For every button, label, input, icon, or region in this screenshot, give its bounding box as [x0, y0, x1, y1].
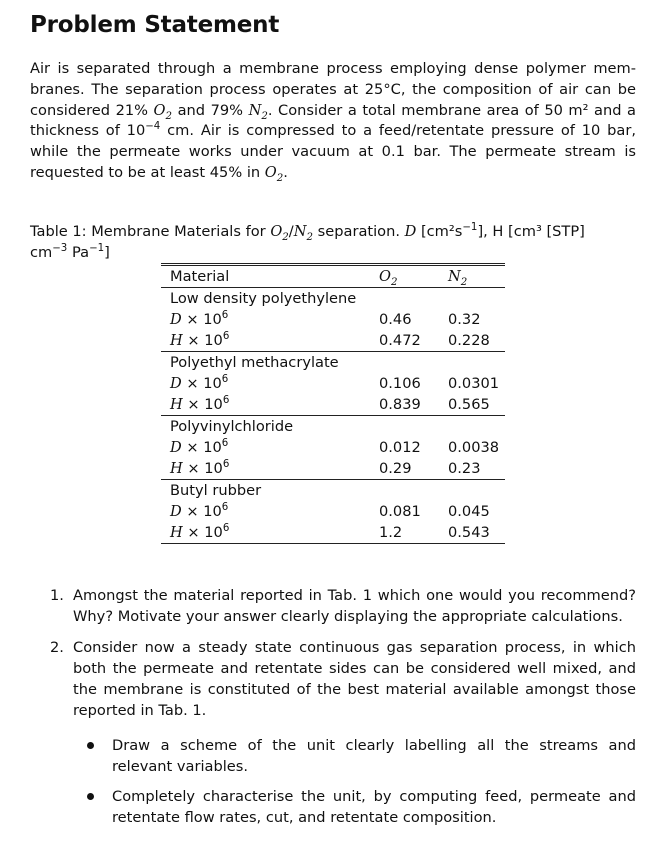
n2-value: 0.0301: [448, 375, 500, 392]
n2-value: 0.045: [448, 503, 490, 520]
questions-list: [50, 585, 636, 838]
d-symbol: D: [404, 223, 417, 240]
para-line: Air is separated through a membrane process employing dense polymer mem-: [30, 60, 636, 77]
solubility-row: [161, 394, 505, 416]
sub-task-item: [73, 786, 636, 828]
header-material: Material: [161, 265, 370, 288]
diffusivity-row: [161, 437, 505, 458]
para-text: and 79%: [172, 101, 249, 119]
sub-tasks: [73, 735, 636, 828]
question-number: 2.: [50, 639, 64, 656]
o2-value: 0.46: [379, 311, 412, 328]
o2-value: 0.012: [379, 439, 421, 456]
para-text: requested to be at least 45% in: [30, 163, 265, 181]
o2-value: 0.081: [379, 503, 421, 520]
n2-value: 0.543: [439, 522, 505, 544]
solubility-row: [161, 458, 505, 480]
o2-value: 0.472: [379, 332, 421, 349]
caption-text: Pa: [67, 243, 90, 261]
question-1: [50, 585, 636, 627]
material-group-row: [161, 416, 505, 438]
material-name: Low density polyethylene: [170, 290, 357, 307]
question-text: Consider now a steady state continuous gas separation process, in which both the permeate and retentate sides can be considered well mixed, and the membrane is constituted of the best material available amongst those reported in Tab. 1.: [73, 639, 636, 719]
property-label: $D \times 10^6$: [170, 502, 229, 520]
o2-value: 0.106: [379, 375, 421, 392]
question-text: Amongst the material reported in Tab. 1 which one would you recommend? Why? Motivate your answer clearly displaying the appropriate calculations.: [73, 587, 636, 625]
n2-value: 0.228: [448, 332, 490, 349]
diffusivity-row: [161, 373, 505, 394]
para-line: branes. The separation process operates at 25°C, the composition of air can be: [30, 80, 636, 98]
sub-task-item: [73, 735, 636, 777]
property-label: $H \times 10^6$: [161, 522, 370, 544]
n2-value: 0.565: [448, 396, 490, 413]
property-label: $D \times 10^6$: [170, 374, 229, 392]
property-label: $H \times 10^6$: [170, 331, 230, 349]
caption-text: ], H [cm³ [STP]: [477, 223, 585, 240]
o2-symbol: $O_2$: [264, 163, 284, 184]
header-o2: $O_2$: [370, 265, 439, 288]
section-title: Problem Statement: [30, 12, 280, 38]
diffusivity-row: [161, 309, 505, 330]
para-line: bar, while the permeate works under vacuum at 0.1 bar. The permeate stream is: [30, 122, 636, 161]
exponent: −3: [52, 242, 68, 254]
property-label: $H \times 10^6$: [170, 459, 230, 477]
o2-symbol: $O_2$: [270, 223, 289, 243]
o2-symbol: $O_2$: [153, 101, 173, 122]
o2-value: 0.29: [379, 460, 412, 477]
bullet-icon: [87, 742, 94, 749]
table-body: [161, 288, 505, 544]
property-label: $D \times 10^6$: [170, 438, 229, 456]
n2-symbol: $N_2$: [248, 101, 268, 122]
exponent: −1: [462, 222, 478, 234]
n2-value: 0.32: [448, 311, 481, 328]
question-number: 1.: [50, 587, 64, 604]
sub-task-text: Draw a scheme of the unit clearly labelling all the streams and relevant variables.: [112, 737, 636, 775]
para-text: considered 21%: [30, 101, 154, 119]
table-header-row: [161, 265, 505, 288]
caption-text: ]: [104, 243, 110, 261]
caption-text: [cm²s: [416, 223, 463, 240]
para-text: a thickness of 10: [30, 101, 636, 140]
exponent: −1: [89, 242, 105, 254]
material-group-row: [161, 480, 505, 502]
material-group-row: [161, 288, 505, 310]
property-label: $D \times 10^6$: [170, 310, 229, 328]
question-2: [50, 637, 636, 828]
solubility-row: [161, 330, 505, 352]
sub-task-text: Completely characterise the unit, by computing feed, permeate and retentate flow rates, cut, and retentate composition.: [112, 788, 636, 826]
o2-value: 0.839: [379, 396, 421, 413]
materials-table: [161, 263, 505, 544]
material-name: Butyl rubber: [161, 480, 505, 502]
material-group-row: [161, 352, 505, 374]
header-n2: $N_2$: [439, 265, 505, 288]
material-name: Polyvinylchloride: [161, 416, 505, 438]
material-name: Polyethyl methacrylate: [161, 352, 505, 374]
para-text: . Consider a total membrane area of 50 m² and: [267, 101, 622, 119]
n2-value: 0.0038: [448, 439, 500, 456]
o2-value: 1.2: [370, 522, 439, 544]
caption-text: separation.: [313, 223, 405, 240]
n2-symbol: $N_2$: [293, 223, 314, 243]
bullet-icon: [87, 793, 94, 800]
property-label: $H \times 10^6$: [170, 395, 230, 413]
n2-value: 0.23: [448, 460, 481, 477]
problem-paragraph: [30, 59, 636, 184]
para-text: cm. Air is compressed to a feed/retentate pressure of 10: [160, 122, 601, 140]
caption-text: cm: [30, 243, 53, 261]
solubility-row: [161, 522, 505, 544]
caption-text: Table 1: Membrane Materials for: [30, 223, 271, 240]
para-text: .: [283, 163, 288, 181]
exponent: −4: [145, 121, 161, 133]
table-caption: Table 1: Membrane Materials for $O_2/N_2$ separation. D $[cm^2s^{-1}]$, H [cm³ [STP] $cm^{-3}$ $Pa^{-1}$]: [30, 222, 585, 261]
diffusivity-row: [161, 501, 505, 522]
